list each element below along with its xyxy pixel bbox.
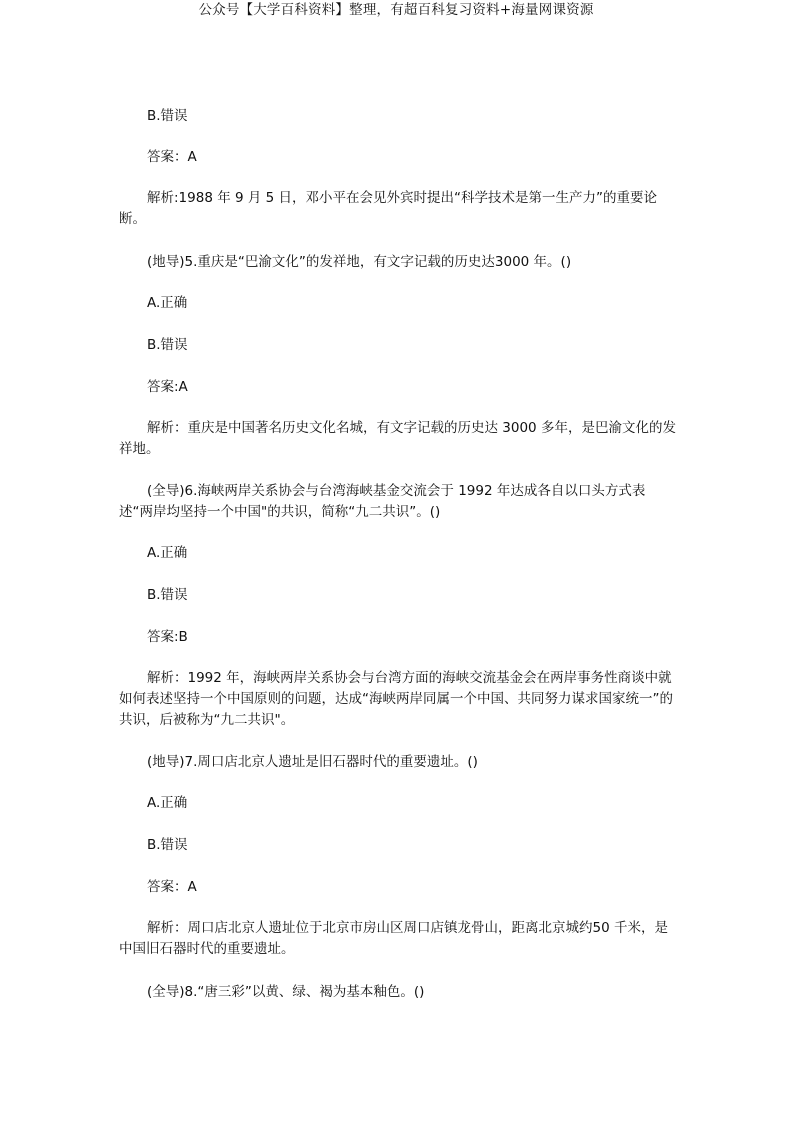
option-a: A.正确	[147, 295, 188, 311]
option-b: B.错误	[147, 108, 188, 124]
explanation: 解析:1988 年 9 月 5 日，邓小平在会见外宾时提出“科学技术是第一生产力”的重要论断。	[119, 190, 658, 227]
explanation: 解析：1992 年，海峡两岸关系协会与台湾方面的海峡交流基金会在两岸事务性商谈中就如何表述坚持一个中国原则的问题，达成“海峡两岸同属一个中国、共同努力谋求国家统一”的共识，后被称为“九二共识"。	[119, 670, 673, 728]
answer: 答案:A	[147, 379, 188, 395]
question-6: (全导)6.海峡两岸关系协会与台湾海峡基金交流会于 1992 年达成各自以口头方式表述“两岸均坚持一个中国"的共识，简称“九二共识”。()	[119, 483, 646, 520]
option-b: B.错误	[147, 587, 188, 603]
answer: 答案：A	[147, 879, 197, 895]
option-a: A.正确	[147, 545, 188, 561]
explanation: 解析：周口店北京人遗址位于北京市房山区周口店镇龙骨山，距离北京城约50 千米，是中国旧石器时代的重要遗址。	[119, 920, 668, 957]
option-b: B.错误	[147, 337, 188, 353]
option-b: B.错误	[147, 837, 188, 853]
answer: 答案：A	[147, 149, 197, 165]
question-7: (地导)7.周口店北京人遗址是旧石器时代的重要遗址。()	[147, 754, 478, 770]
question-8: (全导)8.“唐三彩”以黄、绿、褐为基本釉色。()	[147, 984, 425, 1000]
explanation: 解析：重庆是中国著名历史文化名城，有文字记载的历史达 3000 多年，是巴渝文化的发祥地。	[119, 420, 676, 457]
page-header: 公众号【大学百科资料】整理，有超百科复习资料+海量网课资源	[198, 2, 594, 18]
answer: 答案:B	[147, 629, 188, 645]
question-5: (地导)5.重庆是“巴渝文化”的发祥地，有文字记载的历史达3000 年。()	[147, 254, 572, 270]
option-a: A.正确	[147, 795, 188, 811]
